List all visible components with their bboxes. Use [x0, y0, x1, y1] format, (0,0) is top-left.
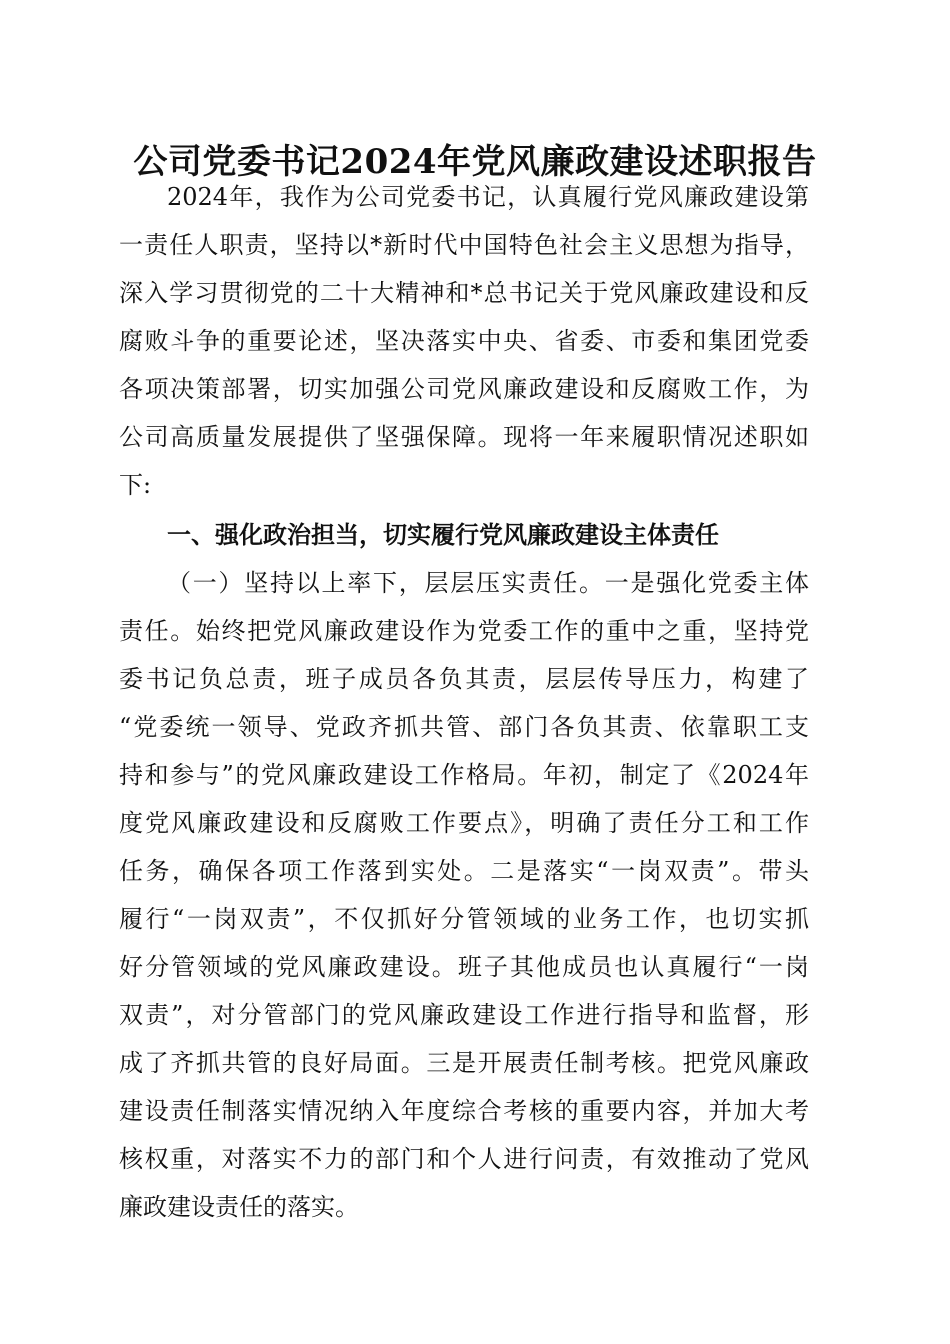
intro-line-1: 2024年，我作为公司党委书记，认真履行党风廉政建设第 — [167, 183, 809, 211]
section-1-line-12: 建设责任制落实情况纳入年度综合考核的重要内容，并加大考 — [119, 1097, 809, 1125]
section-1-line-4: “党委统一领导、党政齐抓共管、部门各负其责、依靠职工支 — [119, 713, 809, 741]
section-1-line-11: 成了齐抓共管的良好局面。三是开展责任制考核。把党风廉政 — [119, 1049, 809, 1077]
intro-line-5: 各项决策部署，切实加强公司党风廉政建设和反腐败工作，为 — [119, 375, 809, 403]
section-1-line-10: 双责”，对分管部门的党风廉政建设工作进行指导和监督，形 — [119, 1001, 809, 1029]
document-title: 公司党委书记2024年党风廉政建设述职报告 — [133, 142, 817, 182]
section-1-line-1: （一）坚持以上率下，层层压实责任。一是强化党委主体 — [167, 569, 809, 597]
section-1-line-5: 持和参与”的党风廉政建设工作格局。年初，制定了《2024年 — [119, 761, 809, 789]
section-1-line-14: 廉政建设责任的落实。 — [119, 1193, 359, 1221]
section-1-line-3: 委书记负总责，班子成员各负其责，层层传导压力，构建了 — [119, 665, 809, 693]
section-1-line-6: 度党风廉政建设和反腐败工作要点》，明确了责任分工和工作 — [119, 809, 809, 837]
section-1-line-8: 履行“一岗双责”，不仅抓好分管领域的业务工作，也切实抓 — [119, 905, 809, 933]
section-1-line-7: 任务，确保各项工作落到实处。二是落实“一岗双责”。带头 — [119, 857, 809, 885]
section-1-line-2: 责任。始终把党风廉政建设作为党委工作的重中之重，坚持党 — [119, 617, 809, 645]
section-1-heading: 一、强化政治担当，切实履行党风廉政建设主体责任 — [167, 521, 719, 549]
intro-line-7: 下: — [119, 471, 152, 499]
section-1-line-9: 好分管领域的党风廉政建设。班子其他成员也认真履行“一岗 — [119, 953, 809, 981]
intro-line-6: 公司高质量发展提供了坚强保障。现将一年来履职情况述职如 — [119, 423, 809, 451]
section-1-line-13: 核权重，对落实不力的部门和个人进行问责，有效推动了党风 — [119, 1145, 809, 1173]
intro-line-4: 腐败斗争的重要论述，坚决落实中央、省委、市委和集团党委 — [119, 327, 809, 355]
intro-line-3: 深入学习贯彻党的二十大精神和*总书记关于党风廉政建设和反 — [119, 279, 809, 307]
intro-line-2: 一责任人职责，坚持以*新时代中国特色社会主义思想为指导， — [119, 231, 809, 259]
